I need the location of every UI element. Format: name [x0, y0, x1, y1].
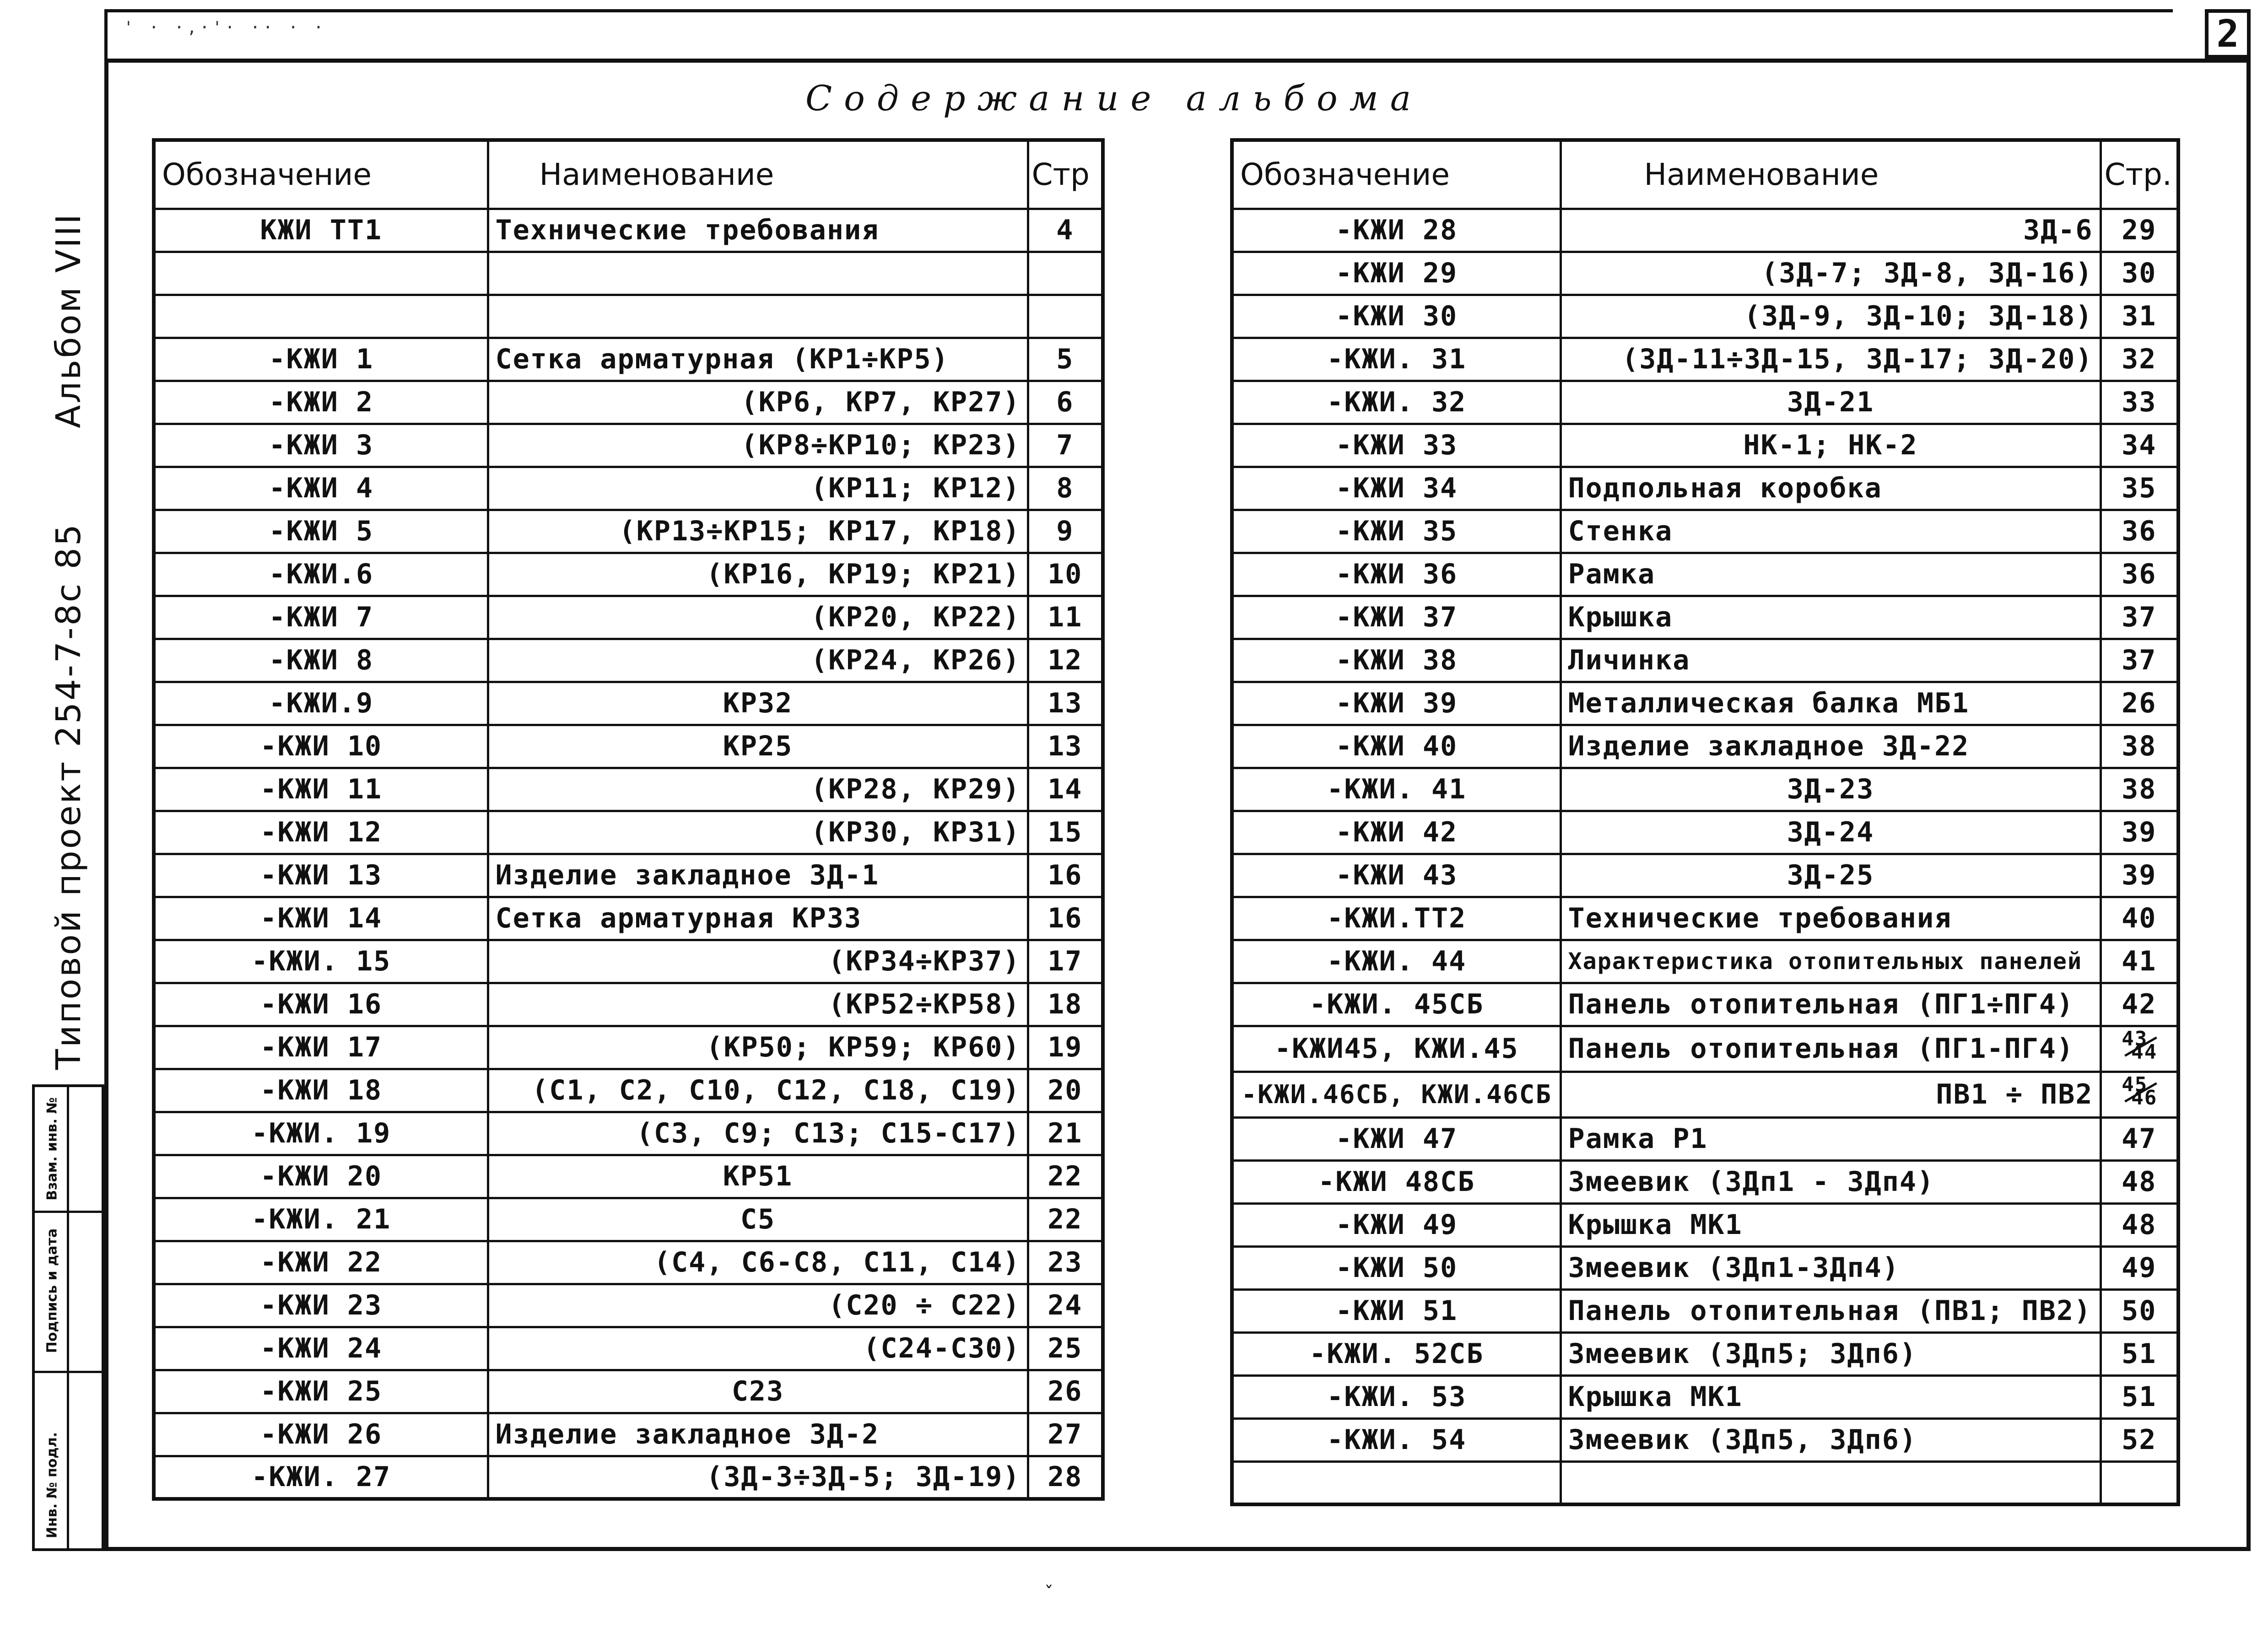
- row-name: Змеевик (ЗДп5, ЗДп6): [1561, 1418, 2101, 1461]
- row-name: Технические требования: [488, 209, 1028, 252]
- top-marks: ' · ·,·'· ·· · ·: [124, 18, 326, 37]
- top-frame-line: [104, 9, 2173, 12]
- row-page: 16: [1028, 854, 1103, 897]
- row-code: -КЖИ45, КЖИ.45: [1232, 1026, 1561, 1072]
- row-code: -КЖИ 28: [1232, 209, 1561, 252]
- row-code: -КЖИ.46СБ, КЖИ.46СБ: [1232, 1072, 1561, 1117]
- table-header-row: [154, 140, 1103, 209]
- row-page: 48: [2101, 1203, 2178, 1246]
- table-row: [1232, 252, 2178, 295]
- row-name: Сетка арматурная КР33: [488, 897, 1028, 940]
- row-page: 51: [2101, 1375, 2178, 1418]
- row-name: Рамка Р1: [1561, 1117, 2101, 1160]
- row-name: (ЗД-11÷ЗД-15, ЗД-17; ЗД-20): [1561, 338, 2101, 381]
- table-row: [154, 983, 1103, 1026]
- fraction-den: 44: [2131, 1040, 2158, 1064]
- row-name: Крышка: [1561, 596, 2101, 639]
- row-code: -КЖИ 5: [154, 510, 488, 553]
- table-row: [154, 682, 1103, 725]
- row-code: -КЖИ 3: [154, 424, 488, 467]
- row-page: 24: [1028, 1284, 1103, 1327]
- left-strip-line: [104, 9, 108, 59]
- row-name: Панель отопительная (ПГ1÷ПГ4): [1561, 983, 2101, 1026]
- table-row: [154, 639, 1103, 682]
- row-name: Технические требования: [1561, 897, 2101, 940]
- row-name: ЗД-23: [1561, 768, 2101, 811]
- row-page: 29: [2101, 209, 2178, 252]
- header-name: Наименование: [488, 140, 1028, 209]
- table-row: [1232, 381, 2178, 424]
- row-code: -КЖИ 18: [154, 1069, 488, 1112]
- row-page: 6: [1028, 381, 1103, 424]
- row-name: Змеевик (ЗДп1 - ЗДп4): [1561, 1160, 2101, 1203]
- table-row: [1232, 1332, 2178, 1375]
- table-row: [154, 725, 1103, 768]
- row-page: 37: [2101, 639, 2178, 682]
- row-name: [488, 252, 1028, 295]
- row-name: [488, 295, 1028, 338]
- row-page: 48: [2101, 1160, 2178, 1203]
- row-page: [2101, 1072, 2178, 1117]
- row-code: -КЖИ. 19: [154, 1112, 488, 1155]
- table-row: [1232, 467, 2178, 510]
- page-fraction: [2121, 1027, 2157, 1064]
- row-name: Змеевик (ЗДп5; ЗДп6): [1561, 1332, 2101, 1375]
- row-page: 13: [1028, 682, 1103, 725]
- table-row: [154, 510, 1103, 553]
- row-page: 21: [1028, 1112, 1103, 1155]
- row-name: Изделие закладное ЗД-2: [488, 1413, 1028, 1456]
- row-name: Характеристика отопительных панелей: [1561, 940, 2101, 983]
- stamp-strip: [32, 1084, 104, 1551]
- row-name: (С24-С30): [488, 1327, 1028, 1370]
- row-name: КР25: [488, 725, 1028, 768]
- table-row: [154, 940, 1103, 983]
- row-page: 50: [2101, 1289, 2178, 1332]
- row-page: 41: [2101, 940, 2178, 983]
- table-row: [1232, 639, 2178, 682]
- row-name: (КР6, КР7, КР27): [488, 381, 1028, 424]
- row-name: [1561, 1461, 2101, 1504]
- row-name: (КР13÷КР15; КР17, КР18): [488, 510, 1028, 553]
- table-row: [154, 596, 1103, 639]
- table-row: [1232, 424, 2178, 467]
- row-page: 35: [2101, 467, 2178, 510]
- row-name: Крышка МК1: [1561, 1375, 2101, 1418]
- row-page: 36: [2101, 510, 2178, 553]
- row-page: 39: [2101, 854, 2178, 897]
- table-row: [154, 381, 1103, 424]
- row-page: 11: [1028, 596, 1103, 639]
- table-row: [1232, 1461, 2178, 1504]
- row-name: (ЗД-7; ЗД-8, ЗД-16): [1561, 252, 2101, 295]
- table-row: [1232, 897, 2178, 940]
- row-code: [154, 295, 488, 338]
- row-page: 31: [2101, 295, 2178, 338]
- table-row: [154, 1069, 1103, 1112]
- table-row: [1232, 811, 2178, 854]
- table-row: [1232, 596, 2178, 639]
- row-code: -КЖИ. 54: [1232, 1418, 1561, 1461]
- row-code: -КЖИ 22: [154, 1241, 488, 1284]
- row-name: Изделие закладное ЗД-22: [1561, 725, 2101, 768]
- row-page: 40: [2101, 897, 2178, 940]
- row-code: -КЖИ 37: [1232, 596, 1561, 639]
- row-code: -КЖИ 25: [154, 1370, 488, 1413]
- table-row: [1232, 1026, 2178, 1072]
- row-name: (КР34÷КР37): [488, 940, 1028, 983]
- header-code: Обозначение: [154, 140, 488, 209]
- table-row: [1232, 1418, 2178, 1461]
- row-code: -КЖИ 26: [154, 1413, 488, 1456]
- row-page: 15: [1028, 811, 1103, 854]
- row-page: 34: [2101, 424, 2178, 467]
- row-page: 30: [2101, 252, 2178, 295]
- row-name: С5: [488, 1198, 1028, 1241]
- table-row: [154, 1155, 1103, 1198]
- side-project-label: Типовой проект 254-7-8с 85: [49, 522, 88, 1070]
- row-page: 42: [2101, 983, 2178, 1026]
- row-code: -КЖИ.ТТ2: [1232, 897, 1561, 940]
- row-page: 26: [1028, 1370, 1103, 1413]
- stamp-divider: [35, 1211, 102, 1213]
- row-code: -КЖИ 12: [154, 811, 488, 854]
- table-row: [154, 811, 1103, 854]
- row-name: С23: [488, 1370, 1028, 1413]
- row-code: -КЖИ 50: [1232, 1246, 1561, 1289]
- row-name: Подпольная коробка: [1561, 467, 2101, 510]
- table-row: [154, 854, 1103, 897]
- row-name: (КР24, КР26): [488, 639, 1028, 682]
- table-row: [1232, 768, 2178, 811]
- fraction-num: 45: [2122, 1072, 2148, 1096]
- stamp-label-inv: Инв. № подл.: [44, 1432, 60, 1539]
- row-page: 33: [2101, 381, 2178, 424]
- row-name: ЗД-25: [1561, 854, 2101, 897]
- row-code: -КЖИ 11: [154, 768, 488, 811]
- stamp-label-replace: Взам. инв. №: [44, 1097, 60, 1201]
- row-name: Изделие закладное ЗД-1: [488, 854, 1028, 897]
- row-code: -КЖИ 48СБ: [1232, 1160, 1561, 1203]
- row-page: [1028, 252, 1103, 295]
- table-row: [154, 467, 1103, 510]
- row-page: [1028, 295, 1103, 338]
- row-code: -КЖИ. 41: [1232, 768, 1561, 811]
- table-row: [1232, 553, 2178, 596]
- table-row: [154, 424, 1103, 467]
- table-row: [154, 295, 1103, 338]
- row-code: -КЖИ 30: [1232, 295, 1561, 338]
- table-row: [1232, 725, 2178, 768]
- row-page: 8: [1028, 467, 1103, 510]
- row-code: -КЖИ 16: [154, 983, 488, 1026]
- row-code: -КЖИ 1: [154, 338, 488, 381]
- row-page: 14: [1028, 768, 1103, 811]
- row-name: Крышка МК1: [1561, 1203, 2101, 1246]
- page-fraction: [2121, 1073, 2157, 1110]
- row-code: -КЖИ. 27: [154, 1456, 488, 1499]
- row-name: (С20 ÷ С22): [488, 1284, 1028, 1327]
- row-page: 12: [1028, 639, 1103, 682]
- row-page: 16: [1028, 897, 1103, 940]
- header-code: Обозначение: [1232, 140, 1561, 209]
- header-page: Стр: [1028, 140, 1103, 209]
- stamp-label-signature: Подпись и дата: [44, 1228, 60, 1353]
- bottom-mark: ˇ: [1043, 1583, 1055, 1604]
- row-code: -КЖИ 14: [154, 897, 488, 940]
- row-code: -КЖИ. 53: [1232, 1375, 1561, 1418]
- row-page: 39: [2101, 811, 2178, 854]
- contents-table-right: [1230, 138, 2180, 1506]
- row-code: [1232, 1461, 1561, 1504]
- row-page: 27: [1028, 1413, 1103, 1456]
- row-name: Панель отопительная (ПГ1-ПГ4): [1561, 1026, 2101, 1072]
- row-name: ЗД-21: [1561, 381, 2101, 424]
- table-row: [1232, 1246, 2178, 1289]
- row-code: -КЖИ. 15: [154, 940, 488, 983]
- table-row: [1232, 940, 2178, 983]
- row-name: (КР50; КР59; КР60): [488, 1026, 1028, 1069]
- row-name: (КР20, КР22): [488, 596, 1028, 639]
- row-code: -КЖИ 4: [154, 467, 488, 510]
- row-name: (КР11; КР12): [488, 467, 1028, 510]
- table-row: [154, 1284, 1103, 1327]
- row-page: 4: [1028, 209, 1103, 252]
- table-row: [154, 1327, 1103, 1370]
- row-code: -КЖИ 35: [1232, 510, 1561, 553]
- row-name: Сетка арматурная (КР1÷КР5): [488, 338, 1028, 381]
- row-name: Стенка: [1561, 510, 2101, 553]
- row-page: 9: [1028, 510, 1103, 553]
- row-page: 36: [2101, 553, 2178, 596]
- table-row: [1232, 1203, 2178, 1246]
- table-row: [154, 1198, 1103, 1241]
- row-code: -КЖИ 8: [154, 639, 488, 682]
- table-row: [1232, 1375, 2178, 1418]
- row-code: -КЖИ 7: [154, 596, 488, 639]
- row-name: (ЗД-9, ЗД-10; ЗД-18): [1561, 295, 2101, 338]
- table-row: [154, 209, 1103, 252]
- row-name: ПВ1 ÷ ПВ2: [1561, 1072, 2101, 1117]
- row-name: (КР52÷КР58): [488, 983, 1028, 1026]
- row-page: 47: [2101, 1117, 2178, 1160]
- table-row: [154, 897, 1103, 940]
- row-page: [2101, 1026, 2178, 1072]
- row-name: (С1, С2, С10, С12, С18, С19): [488, 1069, 1028, 1112]
- table-row: [154, 1241, 1103, 1284]
- row-code: -КЖИ 13: [154, 854, 488, 897]
- table-row: [1232, 854, 2178, 897]
- row-code: -КЖИ. 32: [1232, 381, 1561, 424]
- page-title: Содержание альбома: [805, 78, 1423, 119]
- row-code: -КЖИ 36: [1232, 553, 1561, 596]
- fraction-num: 43: [2122, 1027, 2148, 1051]
- row-name: (КР8÷КР10; КР23): [488, 424, 1028, 467]
- row-code: -КЖИ 23: [154, 1284, 488, 1327]
- row-code: -КЖИ 49: [1232, 1203, 1561, 1246]
- row-name: КР32: [488, 682, 1028, 725]
- table-row: [1232, 1117, 2178, 1160]
- row-code: КЖИ ТТ1: [154, 209, 488, 252]
- row-name: (С4, С6-С8, С11, С14): [488, 1241, 1028, 1284]
- row-name: Металлическая балка МБ1: [1561, 682, 2101, 725]
- row-page: 51: [2101, 1332, 2178, 1375]
- row-code: -КЖИ 20: [154, 1155, 488, 1198]
- row-name: Рамка: [1561, 553, 2101, 596]
- side-album-label: Альбом VIII: [49, 212, 88, 428]
- row-page: 19: [1028, 1026, 1103, 1069]
- row-page: 28: [1028, 1456, 1103, 1499]
- row-page: 22: [1028, 1198, 1103, 1241]
- row-page: 20: [1028, 1069, 1103, 1112]
- row-name: (КР28, КР29): [488, 768, 1028, 811]
- row-name: Личинка: [1561, 639, 2101, 682]
- table-row: [1232, 338, 2178, 381]
- row-name: КР51: [488, 1155, 1028, 1198]
- table-header-row: [1232, 140, 2178, 209]
- row-name: (ЗД-3÷ЗД-5; ЗД-19): [488, 1456, 1028, 1499]
- row-code: [154, 252, 488, 295]
- row-page: 25: [1028, 1327, 1103, 1370]
- row-name: НК-1; НК-2: [1561, 424, 2101, 467]
- row-code: -КЖИ.6: [154, 553, 488, 596]
- table-row: [154, 1413, 1103, 1456]
- row-code: -КЖИ 33: [1232, 424, 1561, 467]
- table-row: [154, 338, 1103, 381]
- table-row: [1232, 682, 2178, 725]
- row-page: 49: [2101, 1246, 2178, 1289]
- row-page: 38: [2101, 725, 2178, 768]
- row-page: 13: [1028, 725, 1103, 768]
- row-page: 22: [1028, 1155, 1103, 1198]
- row-code: -КЖИ 29: [1232, 252, 1561, 295]
- header-name: Наименование: [1561, 140, 2101, 209]
- row-page: 52: [2101, 1418, 2178, 1461]
- table-row: [154, 1370, 1103, 1413]
- row-code: -КЖИ. 52СБ: [1232, 1332, 1561, 1375]
- row-name: Змеевик (ЗДп1-ЗДп4): [1561, 1246, 2101, 1289]
- row-name: ЗД-6: [1561, 209, 2101, 252]
- table-row: [1232, 983, 2178, 1026]
- table-row: [154, 252, 1103, 295]
- row-page: 10: [1028, 553, 1103, 596]
- row-code: -КЖИ 47: [1232, 1117, 1561, 1160]
- row-code: -КЖИ 17: [154, 1026, 488, 1069]
- table-row: [154, 1112, 1103, 1155]
- row-code: -КЖИ 43: [1232, 854, 1561, 897]
- row-name: ЗД-24: [1561, 811, 2101, 854]
- row-page: 7: [1028, 424, 1103, 467]
- table-row: [1232, 1072, 2178, 1117]
- row-code: -КЖИ. 21: [154, 1198, 488, 1241]
- stamp-divider: [35, 1371, 102, 1373]
- row-code: -КЖИ. 31: [1232, 338, 1561, 381]
- row-code: -КЖИ 39: [1232, 682, 1561, 725]
- row-name: Панель отопительная (ПВ1; ПВ2): [1561, 1289, 2101, 1332]
- table-row: [154, 553, 1103, 596]
- row-page: [2101, 1461, 2178, 1504]
- table-row: [1232, 1160, 2178, 1203]
- row-code: -КЖИ 34: [1232, 467, 1561, 510]
- fraction-den: 46: [2131, 1086, 2158, 1110]
- table-row: [1232, 209, 2178, 252]
- row-page: 18: [1028, 983, 1103, 1026]
- contents-table-left: [152, 138, 1105, 1501]
- row-name: (С3, С9; С13; С15-С17): [488, 1112, 1028, 1155]
- row-name: (КР16, КР19; КР21): [488, 553, 1028, 596]
- row-code: -КЖИ. 45СБ: [1232, 983, 1561, 1026]
- row-code: -КЖИ 38: [1232, 639, 1561, 682]
- row-code: -КЖИ 2: [154, 381, 488, 424]
- table-row: [1232, 1289, 2178, 1332]
- header-page: Стр.: [2101, 140, 2178, 209]
- row-page: 26: [2101, 682, 2178, 725]
- table-row: [154, 768, 1103, 811]
- table-row: [154, 1026, 1103, 1069]
- row-code: -КЖИ 42: [1232, 811, 1561, 854]
- table-row: [1232, 510, 2178, 553]
- row-page: 32: [2101, 338, 2178, 381]
- stamp-divider: [67, 1087, 69, 1548]
- row-code: -КЖИ 24: [154, 1327, 488, 1370]
- row-page: 37: [2101, 596, 2178, 639]
- row-code: -КЖИ. 44: [1232, 940, 1561, 983]
- row-code: -КЖИ 40: [1232, 725, 1561, 768]
- row-name: (КР30, КР31): [488, 811, 1028, 854]
- row-page: 23: [1028, 1241, 1103, 1284]
- row-code: -КЖИ.9: [154, 682, 488, 725]
- table-row: [154, 1456, 1103, 1499]
- table-row: [1232, 295, 2178, 338]
- row-page: 5: [1028, 338, 1103, 381]
- row-code: -КЖИ 10: [154, 725, 488, 768]
- sheet-number: 2: [2205, 9, 2251, 59]
- row-page: 17: [1028, 940, 1103, 983]
- row-page: 38: [2101, 768, 2178, 811]
- row-code: -КЖИ 51: [1232, 1289, 1561, 1332]
